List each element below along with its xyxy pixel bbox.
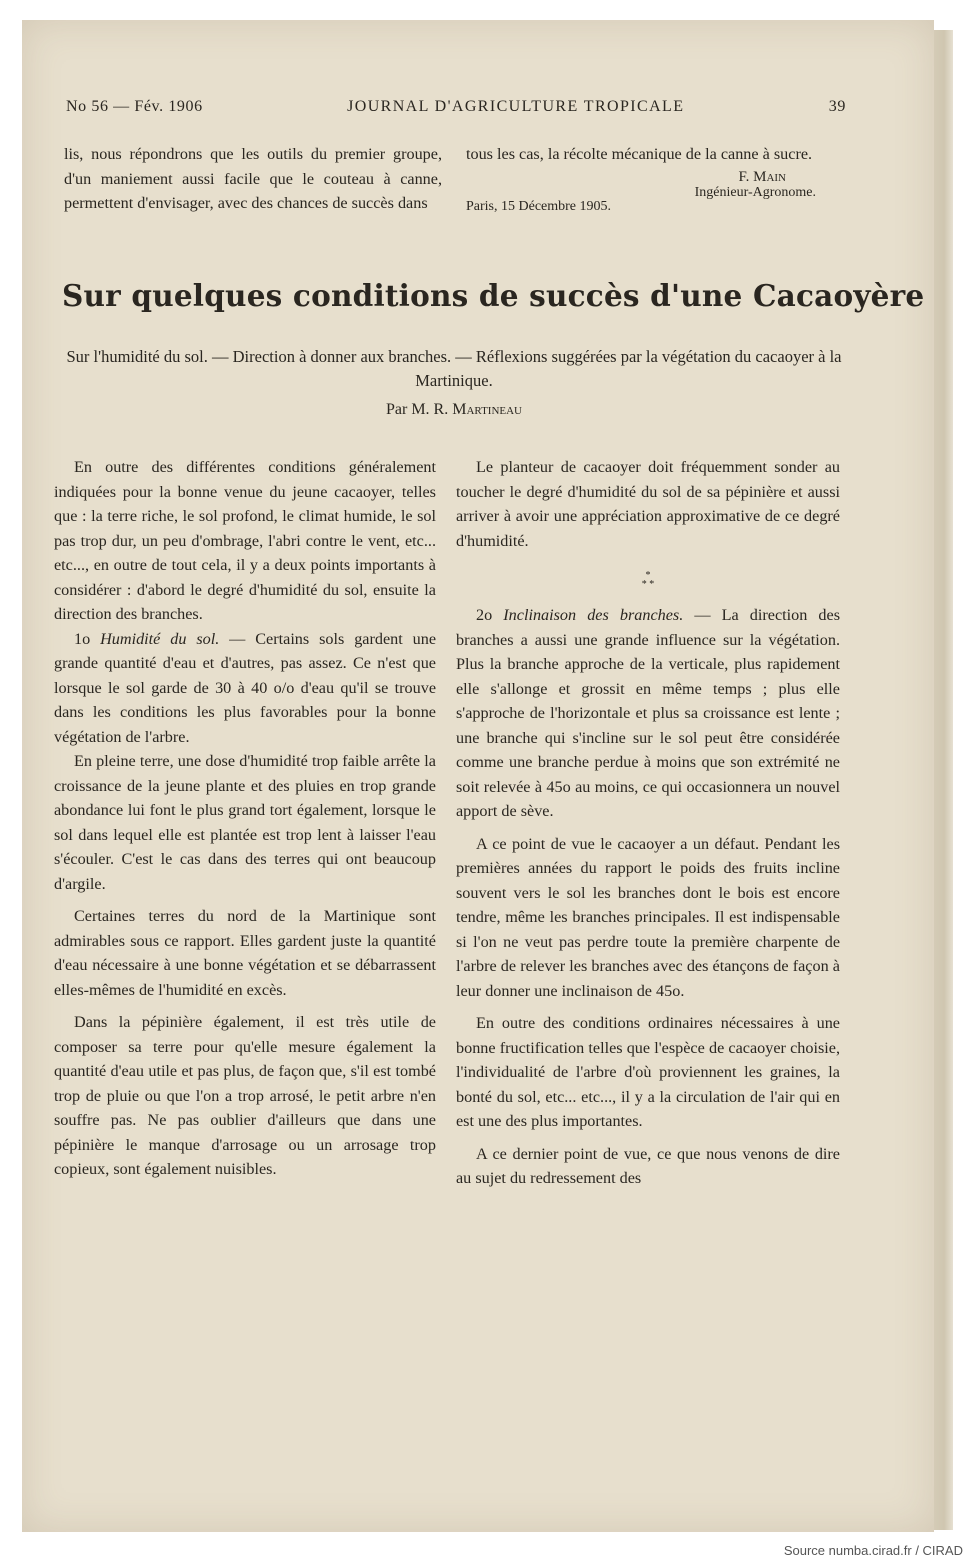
paragraph: En outre des différentes conditions généralement indiquées pour la bonne venue du jeune cacaoyer, telles que : la terre riche, le sol profond, le climat humide, le sol pas trop dur, un peu d'ombrage, l'abri contre le vent, etc... etc..., en outre de tout cela, il y a deux points importants à considérer : d'abord le degré d'humidité du sol, ensuite la direction des branches. [54, 458, 436, 623]
byline-prefix: Par M. R. [385, 401, 449, 418]
section-divider-asterism [456, 571, 840, 589]
paragraph: A ce point de vue le cacaoyer a un défaut. Pendant les premières années du rapport le poids des fruits incline souvent vers le sol les branches dont le bois est encore tendre, même les branches principales. Il est indispensable si l'on ne veut pas perdre toute la première charpente de l'arbre de relever les branches avec des étançons de façon à leur donner une inclinaison de 45o. [456, 834, 840, 1000]
previous-article-text-right: tous les cas, la récolte mécanique de la canne à sucre. [466, 145, 813, 163]
journal-title: JOURNAL D'AGRICULTURE TROPICALE [347, 98, 685, 115]
article-byline [64, 401, 844, 419]
asterism-bottom: * * [641, 579, 655, 590]
article-right-column [456, 455, 840, 1191]
paragraph [54, 627, 436, 750]
page-number: 39 [828, 98, 846, 115]
section-text: — La direction des branches a aussi une grande influence sur la végétation. Plus la branche approche de la verticale, plus rapidement elle s'allonge et grossit en même temps ; plus elle s'approche de l'horizontale et plus sa croissance est lente ; une branche qui s'incline sur le sol peut être considérée comme une branche perdue à moins que son extrémité ne soit relevée à 45o au moins, ce qui occasionnera un nouvel apport de sève. [456, 606, 840, 820]
paragraph: Certaines terres du nord de la Martinique sont admirables sous ce rapport. Elles gardent juste la quantité d'eau nécessaire à une bonne végétation et se débarrassent elles-mêmes de l'humidité en excès. [54, 907, 436, 999]
article-left-column [54, 455, 436, 1182]
article-subtitle: Sur l'humidité du sol. — Direction à donner aux branches. — Réflexions suggérées par la végétation du cacaoyer à la Martinique. [66, 347, 842, 390]
section-number: 2o [476, 606, 493, 624]
section-heading: Inclinaison des branches. [503, 606, 684, 624]
running-header [66, 98, 846, 116]
section-heading: Humidité du sol. [100, 629, 220, 648]
issue-date: No 56 — Fév. 1906 [66, 98, 203, 115]
previous-article-text-left: lis, nous répondrons que les outils du premier groupe, d'un maniement aussi facile que le couteau à canne, permettent d'envisager, avec des chances de succès dans [64, 145, 442, 212]
section-text: — Certains sols gardent une grande quantité d'eau et d'autres, pas assez. Ce n'est que lorsque le sol garde de 30 à 40 o/o d'eau qu'il se trouve dans les conditions les plus favorables pour la bonne végétation de l'arbre. [54, 629, 437, 746]
paragraph: Le planteur de cacaoyer doit fréquemment sonder au toucher le degré d'humidité du sol de sa pépinière et aussi arriver à avoir une appréciation approximative de ce degré d'humidité. [456, 458, 840, 550]
paragraph: Dans la pépinière également, il est très utile de composer sa terre pour qu'elle mesure également la quantité d'eau utile et pas plus, de façon que, s'il est tombé trop de pluie ou que l'on a trop arrosé, le petit arbre n'en souffre pas. Ne pas oublier d'ailleurs que dans une pépinière le manque d'arrosage ou un arrosage trop copieux, sont également nuisibles. [54, 1013, 436, 1178]
author-name: F. Main [738, 168, 786, 185]
previous-article-left-column [64, 142, 442, 216]
byline-author: Martineau [452, 401, 522, 418]
paragraph: En outre des conditions ordinaires nécessaires à une bonne fructification telles que l'espèce de cacaoyer choisie, l'individualité de l'arbre d'où proviennent les graines, la bonté du sol, etc... etc..., il y a la circulation de l'air qui en est une des plus importantes. [456, 1014, 840, 1130]
article-title: Sur quelques conditions de succès d'une Cacaoyère [62, 278, 925, 313]
paragraph [456, 603, 840, 824]
signature-date: Paris, 15 Décembre 1905. [466, 198, 612, 214]
author-title: Ingénieur-Agronome. [694, 184, 816, 200]
source-credit: Source numba.cirad.fr / CIRAD [783, 1543, 963, 1558]
paragraph: A ce dernier point de vue, ce que nous venons de dire au sujet du redressement des [456, 1144, 840, 1187]
previous-article-right-column [466, 142, 846, 219]
asterism-top: * [645, 570, 651, 581]
paragraph: En pleine terre, une dose d'humidité trop faible arrête la croissance de la jeune plante et des pluies en trop grande abondance lui font le plus grand tort également, lorsque le sol dans lequel elle est plantée est trop lent à laisser l'eau s'écouler. C'est le cas dans des terres qui ont beaucoup d'argile. [54, 752, 436, 893]
section-number: 1o [74, 629, 91, 648]
